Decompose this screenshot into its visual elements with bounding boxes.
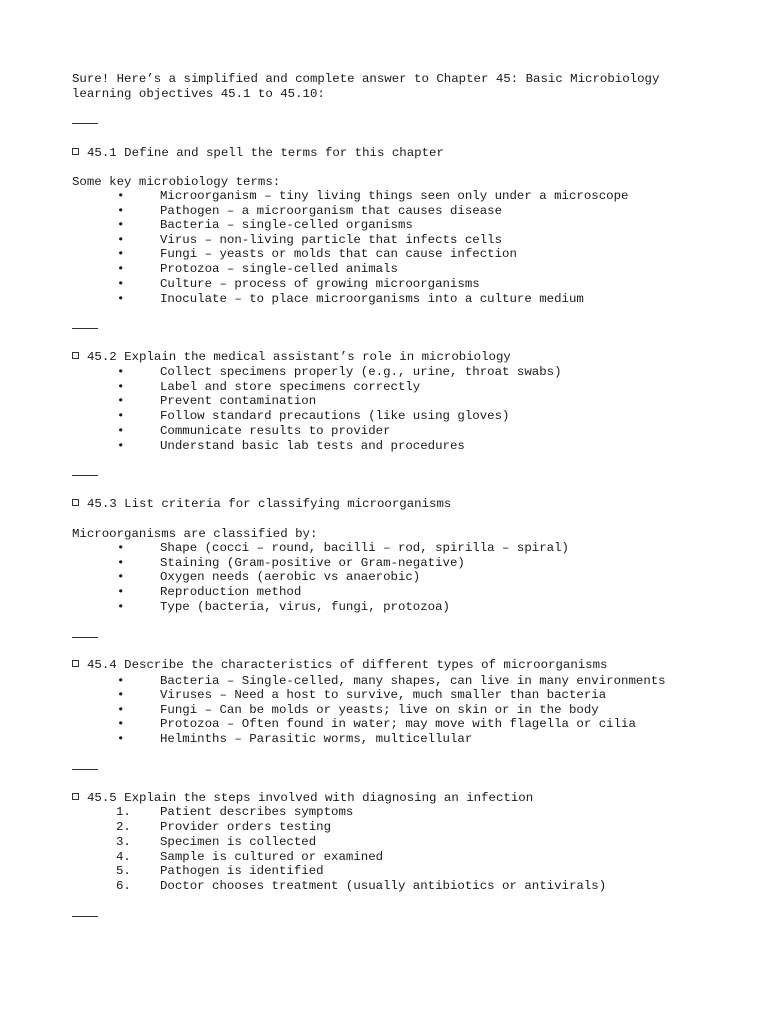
list-item: Helminths – Parasitic worms, multicellular [160, 732, 473, 746]
intro-line-1: Sure! Here’s a simplified and complete answer to Chapter 45: Basic Microbiology [72, 72, 660, 86]
bullet-icon: • [117, 424, 125, 438]
bullet-icon: • [117, 233, 125, 247]
bullet-icon: • [117, 703, 125, 717]
list-item: Reproduction method [160, 585, 302, 599]
heading-text: 45.3 List criteria for classifying microorganisms [87, 497, 452, 511]
bullet-icon: • [117, 365, 125, 379]
list-item: Protozoa – Often found in water; may move with flagella or cilia [160, 717, 636, 731]
bullet-icon: • [117, 204, 125, 218]
section-heading-45-5 [72, 791, 533, 806]
bullet-icon: • [117, 262, 125, 276]
list-number: 3. [116, 835, 131, 849]
section-divider [72, 123, 98, 124]
bullet-icon: • [117, 688, 125, 702]
list-item: Pathogen is identified [160, 864, 324, 878]
section-divider [72, 916, 98, 917]
list-item: Prevent contamination [160, 394, 317, 408]
checkbox-icon [72, 499, 79, 506]
bullet-icon: • [117, 292, 125, 306]
list-item: Pathogen – a microorganism that causes disease [160, 204, 503, 218]
checkbox-icon [72, 793, 79, 800]
bullet-icon: • [117, 247, 125, 261]
list-item: Staining (Gram-positive or Gram-negative) [160, 556, 465, 570]
bullet-icon: • [117, 674, 125, 688]
list-number: 2. [116, 820, 131, 834]
section-lead: Microorganisms are classified by: [72, 527, 318, 541]
list-item: Label and store specimens correctly [160, 380, 421, 394]
list-item: Viruses – Need a host to survive, much smaller than bacteria [160, 688, 607, 702]
list-number: 5. [116, 864, 131, 878]
list-item: Culture – process of growing microorganisms [160, 277, 480, 291]
section-divider [72, 637, 98, 638]
bullet-icon: • [117, 394, 125, 408]
bullet-icon: • [117, 409, 125, 423]
bullet-icon: • [117, 189, 125, 203]
list-item: Understand basic lab tests and procedures [160, 439, 465, 453]
bullet-icon: • [117, 277, 125, 291]
section-heading-45-2 [72, 350, 511, 365]
bullet-icon: • [117, 380, 125, 394]
list-number: 4. [116, 850, 131, 864]
bullet-icon: • [117, 439, 125, 453]
list-item: Fungi – yeasts or molds that can cause infection [160, 247, 517, 261]
list-item: Bacteria – single-celled organisms [160, 218, 413, 232]
bullet-icon: • [117, 717, 125, 731]
list-item: Fungi – Can be molds or yeasts; live on skin or in the body [160, 703, 599, 717]
section-divider [72, 475, 98, 476]
list-item: Protozoa – single-celled animals [160, 262, 398, 276]
bullet-icon: • [117, 570, 125, 584]
checkbox-icon [72, 148, 79, 155]
list-item: Bacteria – Single-celled, many shapes, can live in many environments [160, 674, 666, 688]
list-item: Oxygen needs (aerobic vs anaerobic) [160, 570, 421, 584]
heading-text: 45.1 Define and spell the terms for this chapter [87, 146, 444, 160]
bullet-icon: • [117, 585, 125, 599]
bullet-icon: • [117, 218, 125, 232]
list-item: Communicate results to provider [160, 424, 391, 438]
list-item: Virus – non-living particle that infects cells [160, 233, 503, 247]
heading-text: 45.5 Explain the steps involved with diagnosing an infection [87, 791, 534, 805]
section-heading-45-3 [72, 497, 451, 512]
intro-line-2: learning objectives 45.1 to 45.10: [72, 87, 325, 101]
section-divider [72, 769, 98, 770]
list-item: Patient describes symptoms [160, 805, 354, 819]
heading-text: 45.4 Describe the characteristics of different types of microorganisms [87, 658, 608, 672]
list-item: Inoculate – to place microorganisms into a culture medium [160, 292, 584, 306]
bullet-icon: • [117, 732, 125, 746]
list-item: Microorganism – tiny living things seen only under a microscope [160, 189, 629, 203]
checkbox-icon [72, 352, 79, 359]
bullet-icon: • [117, 600, 125, 614]
section-heading-45-4 [72, 658, 608, 673]
list-number: 6. [116, 879, 131, 893]
section-lead: Some key microbiology terms: [72, 175, 281, 189]
list-item: Shape (cocci – round, bacilli – rod, spirilla – spiral) [160, 541, 569, 555]
bullet-icon: • [117, 556, 125, 570]
heading-text: 45.2 Explain the medical assistant’s role in microbiology [87, 350, 511, 364]
list-item: Provider orders testing [160, 820, 332, 834]
section-divider [72, 328, 98, 329]
bullet-icon: • [117, 541, 125, 555]
checkbox-icon [72, 660, 79, 667]
list-number: 1. [116, 805, 131, 819]
list-item: Follow standard precautions (like using gloves) [160, 409, 510, 423]
list-item: Specimen is collected [160, 835, 317, 849]
section-heading-45-1 [72, 146, 444, 161]
list-item: Doctor chooses treatment (usually antibiotics or antivirals) [160, 879, 607, 893]
list-item: Type (bacteria, virus, fungi, protozoa) [160, 600, 450, 614]
list-item: Sample is cultured or examined [160, 850, 384, 864]
list-item: Collect specimens properly (e.g., urine, throat swabs) [160, 365, 562, 379]
